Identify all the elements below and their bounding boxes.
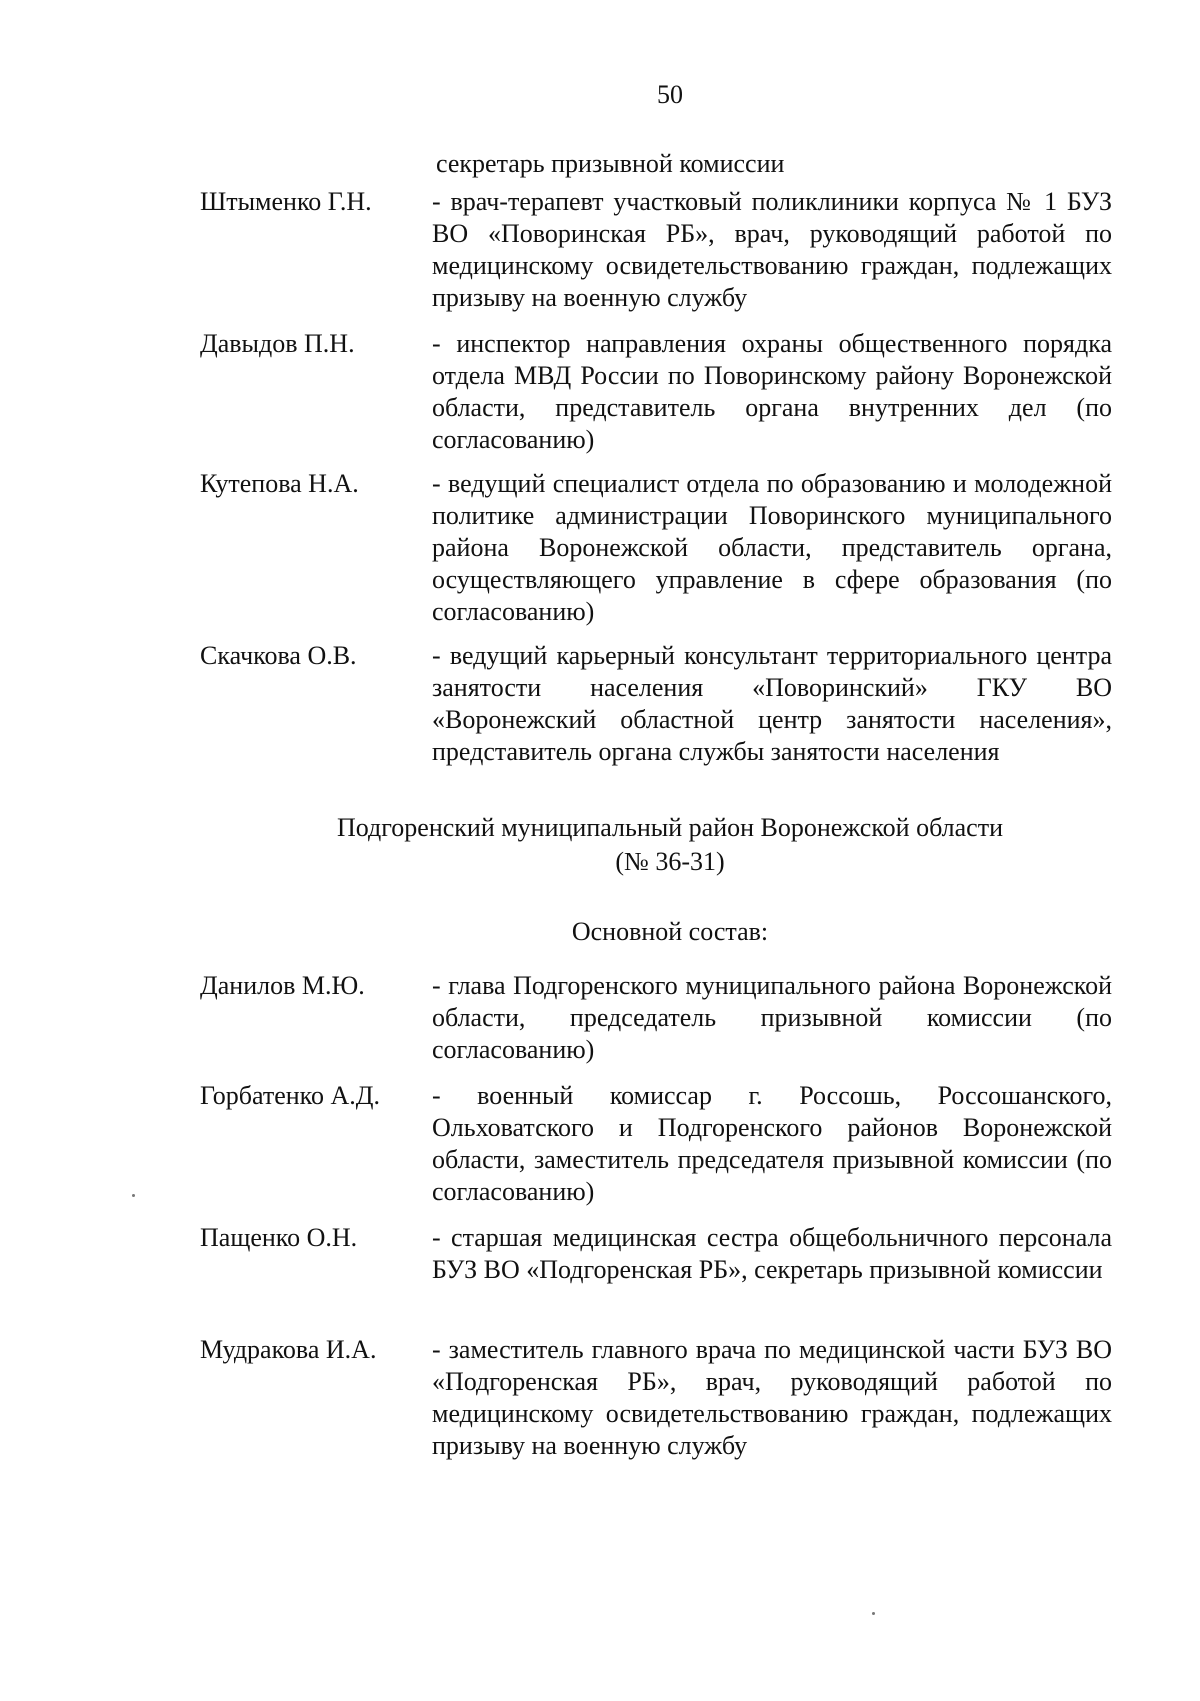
member-entry: [200, 640, 1112, 768]
member-name: Штыменко Г.Н.: [200, 187, 372, 216]
member-name: Кутепова Н.А.: [200, 469, 359, 498]
scan-speck: [132, 1194, 135, 1197]
member-description: - глава Подгоренского муниципального района Воронежской области, председатель призывной комиссии (по согласованию): [432, 971, 1112, 1064]
member-description: - ведущий карьерный консультант территориального центра занятости населения «Поворинский» ГКУ ВО «Воронежский областной центр занятости населения», представитель органа службы занятости населения: [432, 641, 1112, 766]
member-name: Горбатенко А.Д.: [200, 1081, 380, 1110]
member-entry: [200, 1222, 1112, 1286]
member-description: - военный комиссар г. Россошь, Россошанского, Ольховатского и Подгоренского районов Воронежской области, заместитель председателя призывной комиссии (по согласованию): [432, 1081, 1112, 1206]
scan-speck: [872, 1612, 875, 1615]
continuation-text: секретарь призывной комиссии: [436, 149, 785, 178]
section-code: (№ 36-31): [615, 847, 725, 876]
member-name: Мудракова И.А.: [200, 1335, 377, 1364]
member-entry: [200, 1080, 1112, 1208]
member-entry: [200, 468, 1112, 628]
member-description: - инспектор направления охраны общественного порядка отдела МВД России по Поворинскому району Воронежской области, представитель органа внутренних дел (по согласованию): [432, 329, 1112, 454]
member-description: - ведущий специалист отдела по образованию и молодежной политике администрации Поворинского муниципального района Воронежской области, представитель органа, осуществляющего управление в сфере образования (по согласованию): [432, 469, 1112, 626]
member-name: Давыдов П.Н.: [200, 329, 355, 358]
member-entry: [200, 970, 1112, 1066]
member-name: Пащенко О.Н.: [200, 1223, 358, 1252]
member-entry: [200, 328, 1112, 456]
member-entry: [200, 1334, 1112, 1462]
page-number: 50: [657, 80, 683, 109]
member-entry: [200, 186, 1112, 314]
section-subtitle: Основной состав:: [571, 917, 769, 946]
member-description: - заместитель главного врача по медицинской части БУЗ ВО «Подгоренская РБ», врач, руководящий работой по медицинскому освидетельствованию граждан, подлежащих призыву на военную службу: [432, 1335, 1112, 1460]
member-name: Скачкова О.В.: [200, 641, 357, 670]
section-title: Подгоренский муниципальный район Воронежской области: [337, 813, 1003, 842]
member-description: - старшая медицинская сестра общебольничного персонала БУЗ ВО «Подгоренская РБ», секретарь призывной комиссии: [432, 1223, 1112, 1284]
member-description: - врач-терапевт участковый поликлиники корпуса № 1 БУЗ ВО «Поворинская РБ», врач, руководящий работой по медицинскому освидетельствованию граждан, подлежащих призыву на военную службу: [432, 187, 1112, 312]
member-name: Данилов М.Ю.: [200, 971, 365, 1000]
